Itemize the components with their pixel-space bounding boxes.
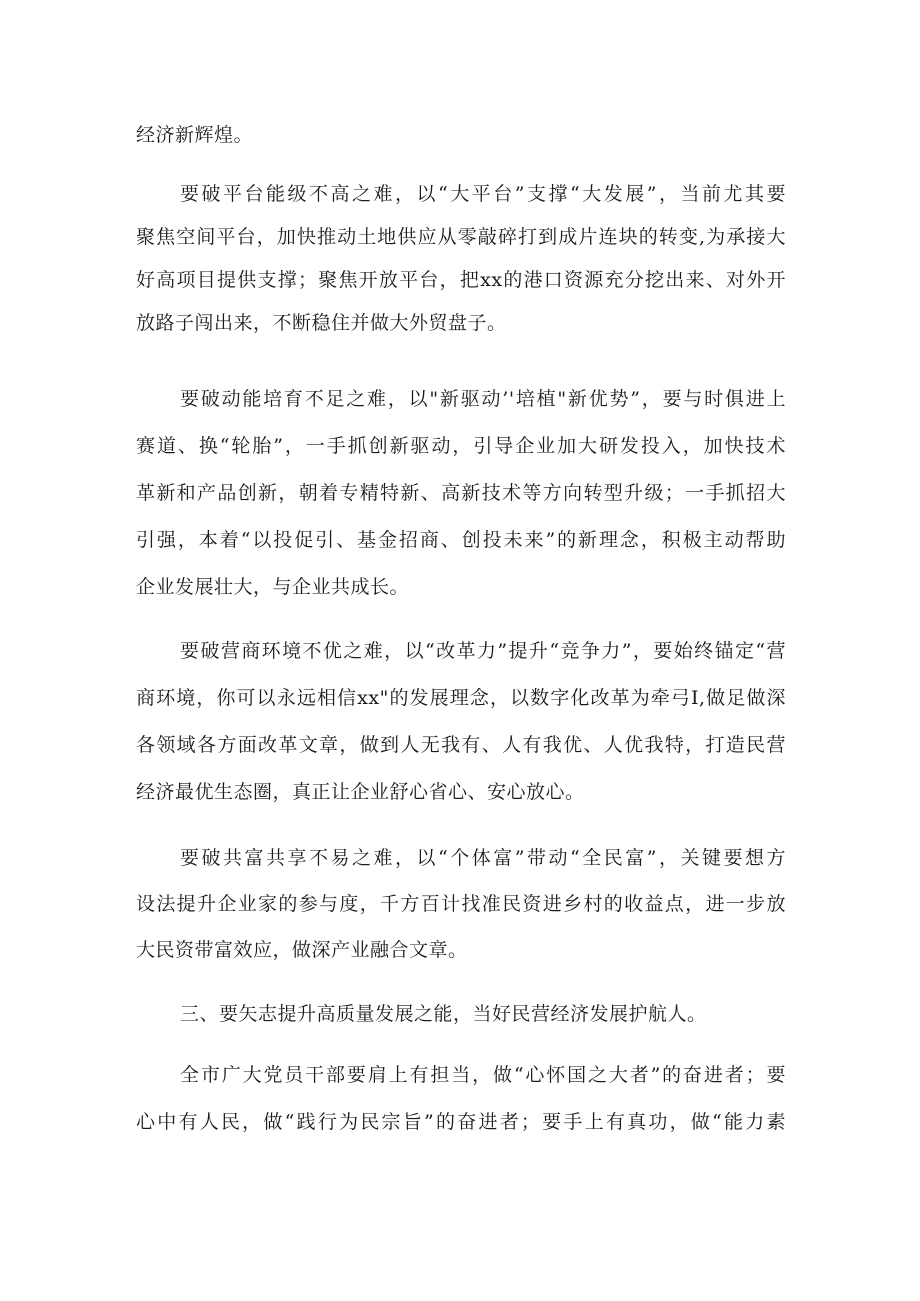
text-line-16: 设法提升企业家的参与度，千方百计找准民资进乡村的收益点，进一步放 xyxy=(136,893,786,915)
text-line-5: 放路子闯出来，不断稳住并做大外贸盘子。 xyxy=(136,312,507,334)
text-line-4: 好高项目提供支撑；聚焦开放平台，把xx的港口资源充分挖出来、对外开 xyxy=(136,269,786,291)
text-line-11: 要破营商环境不优之难，以“改革力”提升“竞争力”，要始终锚定“营 xyxy=(180,640,786,662)
text-line-14: 经济最优生态圈，真正让企业舒心省心、安心放心。 xyxy=(136,781,585,803)
text-line-1: 经济新辉煌。 xyxy=(136,124,254,146)
text-line-2: 要破平台能级不高之难，以“大平台”支撑“大发展”，当前尤其要 xyxy=(180,183,786,205)
text-line-19: 全市广大党员干部要肩上有担当，做“心怀国之大者”的奋进者；要 xyxy=(180,1064,786,1086)
text-line-20: 心中有人民，做“践行为民宗旨”的奋进者；要手上有真功，做“能力素 xyxy=(136,1111,786,1133)
text-line-10: 企业发展壮大，与企业共成长。 xyxy=(136,576,410,598)
text-line-3: 聚焦空间平台，加快推动土地供应从零敲碎打到成片连块的转变,为承接大 xyxy=(136,226,786,248)
text-line-13: 各领域各方面改革文章，做到人无我有、人有我优、人优我特，打造民营 xyxy=(136,734,786,756)
text-line-17: 大民资带富效应，做深产业融合文章。 xyxy=(136,939,468,961)
section-heading-3: 三、要矢志提升高质量发展之能，当好民营经济发展护航人。 xyxy=(180,1003,707,1025)
text-line-12: 商环境，你可以永远相信xx"的发展理念，以数字化改革为牵弓I,做足做深 xyxy=(136,687,786,709)
text-line-6: 要破动能培育不足之难，以"新驱动’'培植"新优势”，要与时俱进上 xyxy=(180,388,786,410)
text-line-15: 要破共富共享不易之难，以“个体富”带动“全民富”，关键要想方 xyxy=(180,847,786,869)
text-line-9: 引强，本着“以投促引、基金招商、创投未来”的新理念，积极主动帮助 xyxy=(136,529,786,551)
text-line-8: 革新和产品创新，朝着专精特新、高新技术等方向转型升级；一手抓招大 xyxy=(136,482,786,504)
text-line-7: 赛道、换“轮胎”，一手抓创新驱动，引导企业加大研发投入，加快技术 xyxy=(136,435,786,457)
